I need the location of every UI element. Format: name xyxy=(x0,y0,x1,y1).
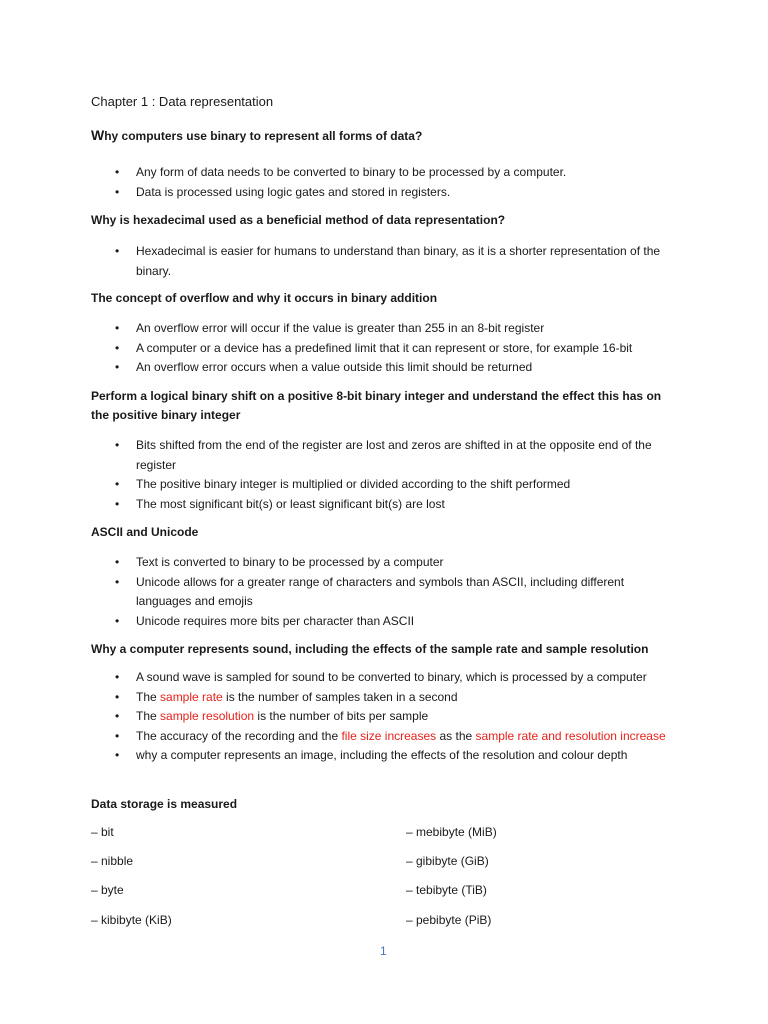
heading-hexadecimal: Why is hexadecimal used as a beneficial method of data representation? xyxy=(91,213,506,227)
unit-right-4: – pebibyte (PiB) xyxy=(406,913,492,927)
highlight-file-size: file size increases xyxy=(341,728,437,743)
list-item: • An overflow error will occur if the value is greater than 255 in an 8-bit register xyxy=(115,319,675,339)
unit-left-3: – byte xyxy=(91,883,124,897)
list-hexadecimal xyxy=(115,242,675,281)
heading-why-binary: Why computers use binary to represent all forms of data? xyxy=(91,127,423,143)
list-ascii-unicode xyxy=(115,553,675,631)
list-why-binary xyxy=(115,163,675,202)
list-sound xyxy=(115,668,675,766)
list-binary-shift xyxy=(115,436,675,514)
highlight-rate-resolution: sample rate and resolution increase xyxy=(475,728,666,743)
unit-left-1: – bit xyxy=(91,825,114,839)
list-item: • A computer or a device has a predefined limit that it can represent or store, for example 16-bit xyxy=(115,339,675,359)
list-item: • Unicode allows for a greater range of characters and symbols than ASCII, including different languages and emojis xyxy=(115,573,675,612)
list-item: • Any form of data needs to be converted to binary to be processed by a computer. xyxy=(115,163,675,183)
unit-right-2: – gibibyte (GiB) xyxy=(406,854,489,868)
heading-ascii-unicode: ASCII and Unicode xyxy=(91,525,199,539)
list-item: • Unicode requires more bits per character than ASCII xyxy=(115,612,675,632)
list-item: • Hexadecimal is easier for humans to understand than binary, as it is a shorter representation of the binary. xyxy=(115,242,675,281)
unit-left-2: – nibble xyxy=(91,854,134,868)
highlight-sample-rate: sample rate xyxy=(160,689,223,704)
list-item: • The sample resolution is the number of bits per sample xyxy=(115,707,675,727)
list-item: • The most significant bit(s) or least significant bit(s) are lost xyxy=(115,495,675,515)
list-item: • Bits shifted from the end of the register are lost and zeros are shifted in at the opposite end of the register xyxy=(115,436,675,475)
unit-left-4: – kibibyte (KiB) xyxy=(91,913,172,927)
heading-overflow: The concept of overflow and why it occurs in binary addition xyxy=(91,291,438,305)
highlight-sample-resolution: sample resolution xyxy=(160,709,255,723)
list-overflow xyxy=(115,319,675,378)
list-item: • The accuracy of the recording and the file size increases as the sample rate and resolution increase xyxy=(115,727,675,747)
unit-right-1: – mebibyte (MiB) xyxy=(406,825,497,839)
list-item: • The sample rate is the number of samples taken in a second xyxy=(115,688,675,708)
heading-binary-shift: Perform a logical binary shift on a positive 8-bit binary integer and understand the effect this has on the positive binary integer xyxy=(91,389,662,422)
unit-right-3: – tebibyte (TiB) xyxy=(406,883,487,897)
list-item: • The positive binary integer is multiplied or divided according to the shift performed xyxy=(115,475,675,495)
list-item: • Data is processed using logic gates and stored in registers. xyxy=(115,183,675,203)
list-item: • An overflow error occurs when a value outside this limit should be returned xyxy=(115,358,675,378)
page-title: Chapter 1 : Data representation xyxy=(91,94,274,109)
heading-sound: Why a computer represents sound, including the effects of the sample rate and sample resolution xyxy=(91,642,649,656)
list-item: • Text is converted to binary to be processed by a computer xyxy=(115,553,675,573)
heading-data-storage: Data storage is measured xyxy=(91,797,238,811)
page-number: 1 xyxy=(380,944,387,958)
list-item: • A sound wave is sampled for sound to be converted to binary, which is processed by a computer xyxy=(115,668,675,688)
list-item: • why a computer represents an image, including the effects of the resolution and colour depth xyxy=(115,746,675,766)
